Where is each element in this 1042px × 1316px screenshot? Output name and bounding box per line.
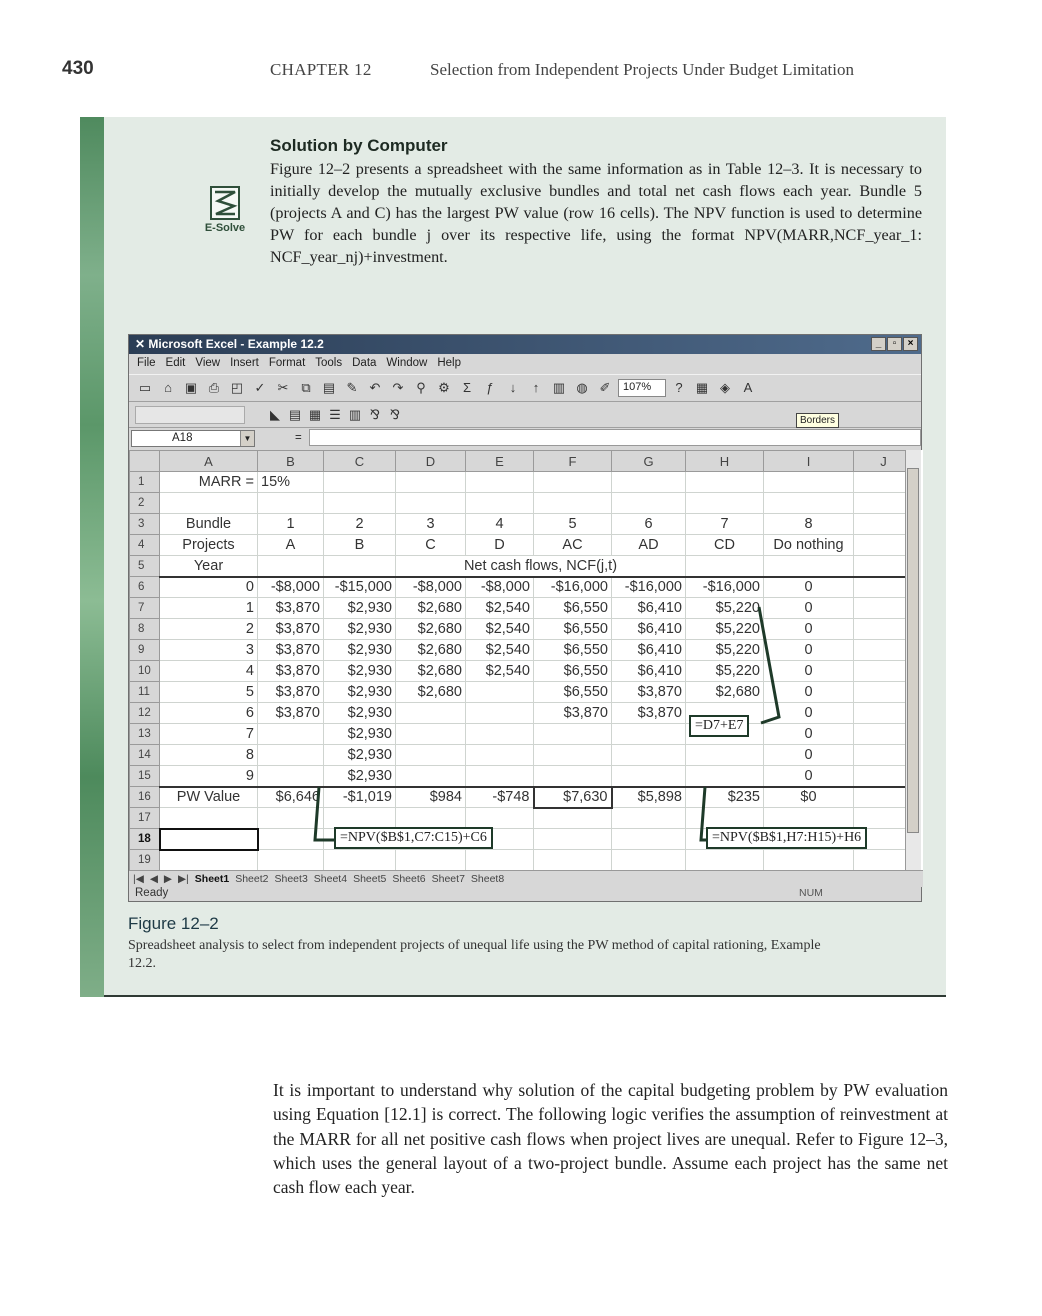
sort-descending-icon[interactable]: ↑ bbox=[532, 380, 540, 395]
cell[interactable]: $2,680 bbox=[686, 682, 764, 703]
column-header-d[interactable]: D bbox=[396, 451, 466, 472]
cell[interactable]: 3 bbox=[160, 640, 258, 661]
cell[interactable]: 0 bbox=[764, 577, 854, 598]
help-icon[interactable]: ? bbox=[675, 380, 683, 395]
legend-icon[interactable]: ▤ bbox=[288, 406, 302, 422]
column-header-f[interactable]: F bbox=[534, 451, 612, 472]
body-paragraph: It is important to understand why solution of the capital budgeting problem by PW evaluation using Equation [12.1] is correct. The following logic verifies the assumption of reinvestment at the MARR for all net positive cash flows when project lives are unequal. Refer to Figure 12–3, which uses the general layout of a two-project bundle. Assume each project has the same net cash flow each year. bbox=[273, 1080, 948, 1198]
cell[interactable]: 0 bbox=[764, 619, 854, 640]
cell[interactable]: $2,540 bbox=[466, 640, 534, 661]
cell[interactable]: MARR = bbox=[160, 472, 258, 493]
cell[interactable]: $2,680 bbox=[396, 619, 466, 640]
fill-color-icon[interactable]: ◈ bbox=[720, 380, 730, 395]
cell[interactable]: $5,898 bbox=[612, 787, 686, 808]
by-column-icon[interactable]: ▥ bbox=[348, 406, 362, 422]
cell[interactable]: 3 bbox=[396, 514, 466, 535]
cell[interactable]: $2,930 bbox=[324, 766, 396, 787]
tab-sheet4[interactable]: Sheet4 bbox=[313, 873, 348, 885]
cell[interactable]: D bbox=[466, 535, 534, 556]
column-header-c[interactable]: C bbox=[324, 451, 396, 472]
cell[interactable]: $6,410 bbox=[612, 661, 686, 682]
cell[interactable]: $7,630 bbox=[534, 787, 612, 808]
cell[interactable]: $6,550 bbox=[534, 661, 612, 682]
column-header-b[interactable]: B bbox=[258, 451, 324, 472]
by-row-icon[interactable]: ☰ bbox=[329, 406, 341, 422]
row-header[interactable]: 11 bbox=[130, 682, 160, 703]
cell[interactable]: -$15,000 bbox=[324, 577, 396, 598]
excel-icon: ✕ bbox=[135, 337, 149, 351]
open-folder-icon[interactable]: ⌂ bbox=[164, 380, 172, 395]
font-color-icon[interactable]: A bbox=[743, 380, 753, 395]
row-header[interactable]: 1 bbox=[130, 472, 160, 493]
solution-title: Solution by Computer bbox=[270, 136, 448, 155]
tab-sheet8[interactable]: Sheet8 bbox=[470, 873, 505, 885]
cell[interactable]: $2,680 bbox=[396, 661, 466, 682]
tab-sheet5[interactable]: Sheet5 bbox=[353, 873, 387, 885]
cell[interactable]: $2,930 bbox=[324, 598, 396, 619]
cell[interactable]: 0 bbox=[764, 682, 854, 703]
cell[interactable]: $2,930 bbox=[324, 703, 396, 724]
tab-sheet1[interactable]: Sheet1 bbox=[194, 873, 230, 885]
tab-sheet2[interactable]: Sheet2 bbox=[235, 873, 269, 885]
tab-sheet6[interactable]: Sheet6 bbox=[392, 873, 426, 885]
menu-item-file[interactable]: File bbox=[137, 357, 156, 369]
cell[interactable]: 2 bbox=[324, 514, 396, 535]
cell[interactable]: 0 bbox=[764, 724, 854, 745]
cell[interactable]: 0 bbox=[764, 661, 854, 682]
cell[interactable]: B bbox=[324, 535, 396, 556]
cell[interactable]: $2,540 bbox=[466, 598, 534, 619]
drawing-icon[interactable]: ✐ bbox=[599, 380, 611, 395]
cell[interactable]: -$8,000 bbox=[396, 577, 466, 598]
column-header-j[interactable]: J bbox=[854, 451, 914, 472]
cell[interactable]: $3,870 bbox=[258, 640, 324, 661]
cell[interactable]: $5,220 bbox=[686, 661, 764, 682]
cell[interactable]: 2 bbox=[160, 619, 258, 640]
close-button[interactable]: × bbox=[903, 337, 918, 351]
cell[interactable]: 4 bbox=[466, 514, 534, 535]
cell[interactable]: CD bbox=[686, 535, 764, 556]
cell[interactable]: PW Value bbox=[160, 787, 258, 808]
column-header-h[interactable]: H bbox=[686, 451, 764, 472]
cell[interactable]: $2,930 bbox=[324, 745, 396, 766]
print-icon[interactable]: ⎙ bbox=[208, 380, 220, 395]
cell[interactable]: $3,870 bbox=[258, 598, 324, 619]
cell[interactable]: AD bbox=[612, 535, 686, 556]
cell[interactable]: -$8,000 bbox=[466, 577, 534, 598]
cell[interactable]: 0 bbox=[764, 766, 854, 787]
minimize-button[interactable]: _ bbox=[871, 337, 886, 351]
cell[interactable]: Year bbox=[160, 556, 258, 577]
cell[interactable]: 4 bbox=[160, 661, 258, 682]
page-number: 430 bbox=[62, 58, 94, 79]
tab-last-icon[interactable]: ▶| bbox=[177, 873, 189, 885]
cell[interactable]: C bbox=[396, 535, 466, 556]
menu-item-insert[interactable]: Insert bbox=[230, 357, 259, 369]
cell[interactable]: 5 bbox=[160, 682, 258, 703]
cell[interactable]: $2,930 bbox=[324, 724, 396, 745]
esolve-badge bbox=[200, 186, 250, 234]
autosum-icon[interactable]: Σ bbox=[462, 380, 472, 395]
cell[interactable]: Projects bbox=[160, 535, 258, 556]
function-icon[interactable]: ƒ bbox=[486, 380, 494, 395]
cell[interactable]: -$1,019 bbox=[324, 787, 396, 808]
paste-icon[interactable]: ▤ bbox=[322, 380, 336, 395]
cell[interactable]: Do nothing bbox=[764, 535, 854, 556]
hyperlink-icon[interactable]: ⚲ bbox=[416, 380, 426, 395]
copy-icon[interactable]: ⧉ bbox=[301, 380, 311, 395]
column-header-g[interactable]: G bbox=[612, 451, 686, 472]
esolve-label: E-Solve bbox=[204, 222, 246, 234]
callout-npv-c: =NPV($B$1,C7:C15)+C6 bbox=[334, 827, 493, 849]
cell[interactable]: 15% bbox=[258, 472, 324, 493]
cell[interactable]: $3,870 bbox=[258, 703, 324, 724]
redo-icon[interactable]: ↷ bbox=[392, 380, 404, 395]
map-icon[interactable]: ◍ bbox=[576, 380, 588, 395]
cell[interactable]: $3,870 bbox=[612, 703, 686, 724]
solution-text: Figure 12–2 presents a spreadsheet with the same information as in Table 12–3. It is necessary to initially develop the mutually exclusive bundles and total net cash flows each year. Bundle 5 (projects A and C) has the largest PW value (row 16 cells). The NPV function is used to determine PW for each bundle j over its respective life, using the format NPV(MARR,NCF_year_1: NCF_year_nj)+investment. bbox=[270, 160, 922, 266]
zoom-select[interactable]: 107% bbox=[618, 379, 666, 397]
cell[interactable]: 5 bbox=[534, 514, 612, 535]
row-header[interactable]: 3 bbox=[130, 514, 160, 535]
callout-npv-h: =NPV($B$1,H7:H15)+H6 bbox=[706, 827, 867, 849]
new-document-icon[interactable]: ▭ bbox=[138, 380, 152, 395]
cell[interactable]: $2,540 bbox=[466, 619, 534, 640]
row-header[interactable]: 5 bbox=[130, 556, 160, 577]
cell[interactable]: $2,680 bbox=[396, 682, 466, 703]
web-toolbar-icon[interactable]: ⚙ bbox=[438, 380, 450, 395]
row-header[interactable]: 7 bbox=[130, 598, 160, 619]
tab-next-icon[interactable]: ▶ bbox=[163, 873, 172, 885]
cell[interactable]: $6,410 bbox=[612, 598, 686, 619]
cell[interactable]: $6,550 bbox=[534, 682, 612, 703]
excel-window bbox=[128, 334, 922, 902]
maximize-button[interactable]: ▫ bbox=[887, 337, 902, 351]
undo-icon[interactable]: ↶ bbox=[369, 380, 381, 395]
cell[interactable]: $5,220 bbox=[686, 619, 764, 640]
row-header[interactable]: 8 bbox=[130, 619, 160, 640]
cell[interactable]: 7 bbox=[160, 724, 258, 745]
cell[interactable]: $2,930 bbox=[324, 661, 396, 682]
row-header[interactable]: 4 bbox=[130, 535, 160, 556]
menu-item-view[interactable]: View bbox=[195, 357, 221, 369]
menu-item-format[interactable]: Format bbox=[268, 357, 306, 369]
cell[interactable]: 8 bbox=[160, 745, 258, 766]
cell[interactable]: $6,550 bbox=[534, 619, 612, 640]
row-header[interactable]: 9 bbox=[130, 640, 160, 661]
cell[interactable]: $2,540 bbox=[466, 661, 534, 682]
cell[interactable]: 6 bbox=[612, 514, 686, 535]
column-header-i[interactable]: I bbox=[764, 451, 854, 472]
cell[interactable]: Bundle bbox=[160, 514, 258, 535]
data-table-icon[interactable]: ▦ bbox=[308, 406, 322, 422]
cell[interactable]: 0 bbox=[160, 577, 258, 598]
cell[interactable]: 9 bbox=[160, 766, 258, 787]
cell[interactable]: $0 bbox=[764, 787, 854, 808]
cell[interactable]: A bbox=[258, 535, 324, 556]
cell[interactable]: 6 bbox=[160, 703, 258, 724]
cell[interactable]: $2,930 bbox=[324, 682, 396, 703]
cell[interactable]: $3,870 bbox=[258, 682, 324, 703]
menu-item-tools[interactable]: Tools bbox=[315, 357, 343, 369]
cell[interactable]: -$8,000 bbox=[258, 577, 324, 598]
figure-title: Figure 12–2 bbox=[128, 914, 219, 933]
row-header[interactable]: 13 bbox=[130, 724, 160, 745]
cell[interactable]: $2,930 bbox=[324, 640, 396, 661]
cell[interactable]: Net cash flows, NCF(j,t) bbox=[396, 556, 686, 577]
cell[interactable]: -$16,000 bbox=[534, 577, 612, 598]
chapter-label: CHAPTER 12 bbox=[270, 60, 372, 79]
cell[interactable]: $6,646 bbox=[258, 787, 324, 808]
cell[interactable]: $2,680 bbox=[396, 598, 466, 619]
menu-item-edit[interactable]: Edit bbox=[165, 357, 186, 369]
figure-caption: Spreadsheet analysis to select from independent projects of unequal life using the PW method of capital rationing, Example 12.2. bbox=[128, 938, 821, 971]
cell[interactable]: AC bbox=[534, 535, 612, 556]
spelling-icon[interactable]: ✓ bbox=[254, 380, 266, 395]
name-box[interactable]: A18 ▼ bbox=[131, 430, 255, 447]
cell[interactable]: $5,220 bbox=[686, 598, 764, 619]
cell[interactable]: 1 bbox=[160, 598, 258, 619]
cell[interactable]: $2,930 bbox=[324, 619, 396, 640]
status-text: Ready bbox=[135, 887, 169, 899]
column-header-a[interactable]: A bbox=[160, 451, 258, 472]
angle-text-up-icon[interactable]: ⅋ bbox=[389, 406, 401, 422]
chart-wizard-icon[interactable]: ▥ bbox=[552, 380, 566, 395]
cell[interactable]: $6,410 bbox=[612, 640, 686, 661]
cell[interactable]: $3,870 bbox=[612, 682, 686, 703]
cell[interactable]: $5,220 bbox=[686, 640, 764, 661]
annotation-lines bbox=[129, 335, 923, 903]
column-header-e[interactable]: E bbox=[466, 451, 534, 472]
row-header[interactable]: 15 bbox=[130, 766, 160, 787]
borders-tooltip: Borders bbox=[796, 413, 839, 428]
cell[interactable]: $2,680 bbox=[396, 640, 466, 661]
cell[interactable]: 0 bbox=[764, 640, 854, 661]
tab-sheet3[interactable]: Sheet3 bbox=[274, 873, 308, 885]
cell[interactable]: -$748 bbox=[466, 787, 534, 808]
format-painter-icon[interactable]: ✎ bbox=[346, 380, 358, 395]
window-title: Microsoft Excel - Example 12.2 bbox=[148, 337, 324, 351]
row-header[interactable]: 18 bbox=[130, 829, 160, 850]
cell[interactable]: 7 bbox=[686, 514, 764, 535]
cell[interactable]: $6,550 bbox=[534, 640, 612, 661]
chart-type-icon[interactable]: ◣ bbox=[270, 406, 280, 422]
cell[interactable]: $235 bbox=[686, 787, 764, 808]
running-title: Selection from Independent Projects Under Budget Limitation bbox=[430, 60, 854, 79]
esolve-icon bbox=[210, 186, 240, 220]
cell[interactable]: $3,870 bbox=[258, 661, 324, 682]
cell[interactable]: $3,870 bbox=[534, 703, 612, 724]
cell[interactable]: -$16,000 bbox=[612, 577, 686, 598]
cut-icon[interactable]: ✂ bbox=[277, 380, 289, 395]
sort-ascending-icon[interactable]: ↓ bbox=[509, 380, 517, 395]
chevron-down-icon[interactable]: ▼ bbox=[240, 431, 254, 446]
borders-icon[interactable]: ▦ bbox=[695, 380, 709, 395]
menu-item-help[interactable]: Help bbox=[437, 357, 461, 369]
tab-sheet7[interactable]: Sheet7 bbox=[431, 873, 465, 885]
cell[interactable]: 1 bbox=[258, 514, 324, 535]
row-header[interactable]: 19 bbox=[130, 850, 160, 871]
cell[interactable]: $6,550 bbox=[534, 598, 612, 619]
cell[interactable]: 0 bbox=[764, 703, 854, 724]
row-header[interactable]: 17 bbox=[130, 808, 160, 829]
row-header[interactable]: 16 bbox=[130, 787, 160, 808]
angle-text-down-icon[interactable]: ⅋ bbox=[369, 406, 381, 422]
print-preview-icon[interactable]: ◰ bbox=[230, 380, 244, 395]
cell[interactable]: 0 bbox=[764, 745, 854, 766]
cell[interactable]: $6,410 bbox=[612, 619, 686, 640]
save-icon[interactable]: ▣ bbox=[184, 380, 198, 395]
panel-decoration-strip bbox=[80, 117, 104, 997]
cell[interactable]: $3,870 bbox=[258, 619, 324, 640]
callout-d7-e7: =D7+E7 bbox=[689, 715, 749, 737]
row-header[interactable]: 6 bbox=[130, 577, 160, 598]
row-header[interactable]: 14 bbox=[130, 745, 160, 766]
formula-equals-label: = bbox=[295, 432, 302, 444]
cell[interactable]: 0 bbox=[764, 598, 854, 619]
row-header[interactable]: 2 bbox=[130, 493, 160, 514]
menu-item-window[interactable]: Window bbox=[386, 357, 428, 369]
row-header[interactable]: 12 bbox=[130, 703, 160, 724]
tab-first-icon[interactable]: |◀ bbox=[133, 873, 144, 885]
cell[interactable]: $984 bbox=[396, 787, 466, 808]
row-header[interactable]: 10 bbox=[130, 661, 160, 682]
cell[interactable]: 8 bbox=[764, 514, 854, 535]
tab-prev-icon[interactable]: ◀ bbox=[149, 873, 158, 885]
menu-item-data[interactable]: Data bbox=[352, 357, 377, 369]
num-lock-indicator: NUM bbox=[799, 887, 823, 899]
cell[interactable]: -$16,000 bbox=[686, 577, 764, 598]
